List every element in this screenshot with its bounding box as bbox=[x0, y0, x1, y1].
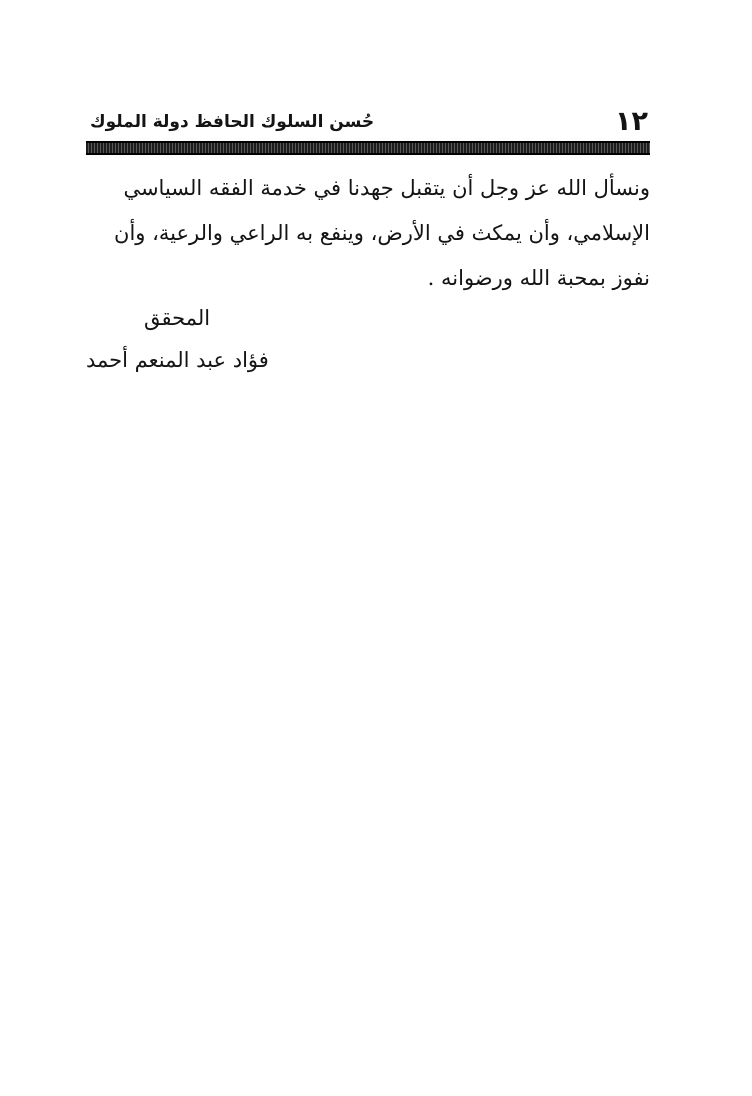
header-rule bbox=[86, 141, 650, 155]
page-header bbox=[86, 104, 650, 140]
paragraph-line: ونسأل الله عز وجل أن يتقبل جهدنا في خدمة الفقه السياسي bbox=[123, 176, 650, 200]
paragraph-line: الإسلامي، وأن يمكث في الأرض، وينفع به الراعي والرعية، وأن bbox=[114, 221, 650, 245]
body-paragraph bbox=[84, 166, 650, 301]
signature-name: فؤاد عبد المنعم أحمد bbox=[86, 348, 269, 372]
page-number: ١٢ bbox=[615, 106, 648, 137]
running-title: حُسن السلوك الحافظ دولة الملوك bbox=[90, 112, 375, 132]
signature-role: المحقق bbox=[144, 306, 211, 330]
paragraph-line: نفوز بمحبة الله ورضوانه . bbox=[427, 266, 650, 290]
